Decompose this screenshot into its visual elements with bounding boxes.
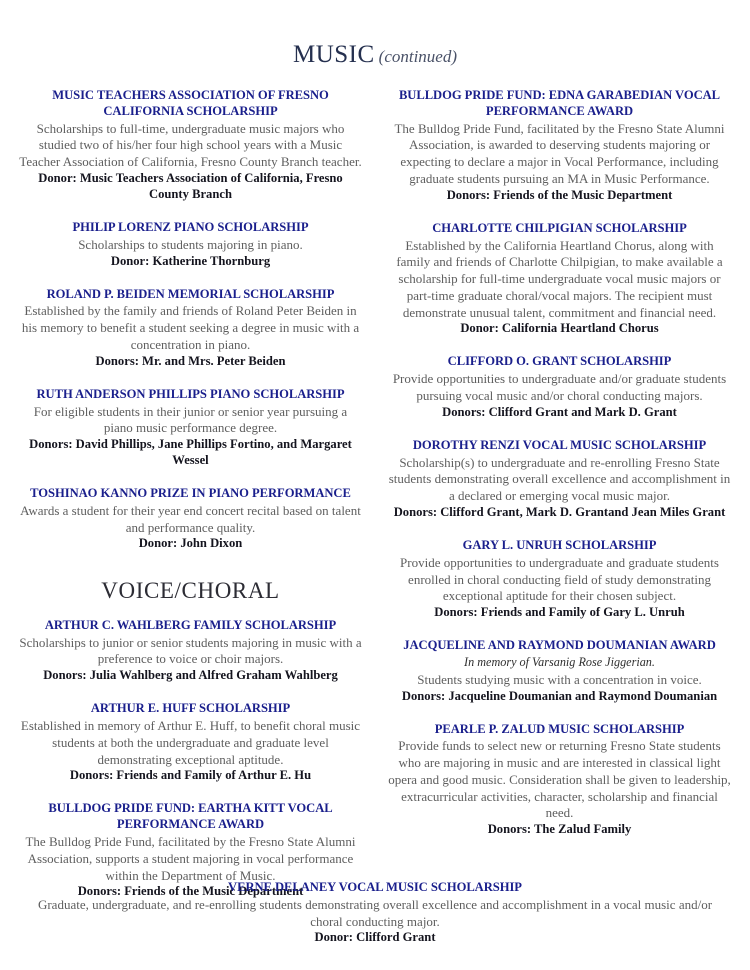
page-title-main: MUSIC [292, 41, 375, 68]
two-column-body [0, 88, 750, 900]
scholarship-entry [387, 438, 732, 521]
scholarship-donor: Donor: John Dixon [138, 536, 243, 551]
scholarship-entry [18, 486, 363, 552]
page-title [0, 0, 750, 67]
scholarship-title: BULLDOG PRIDE FUND: EARTHA KITT VOCAL PERFORMANCE AWARD [48, 801, 333, 832]
section-heading-voice-choral: VOICE/CHORAL [101, 578, 280, 604]
scholarship-title: RUTH ANDERSON PHILLIPS PIANO SCHOLARSHIP [36, 386, 345, 401]
scholarship-title: CHARLOTTE CHILPIGIAN SCHOLARSHIP [432, 220, 687, 235]
scholarship-donor: Donors: The Zalud Family [487, 822, 632, 837]
scholarship-donor: Donors: Friends of the Music Department [446, 187, 673, 202]
scholarship-entry [387, 638, 732, 704]
scholarship-donor: Donors: Clifford Grant and Mark D. Grant [442, 404, 677, 419]
scholarship-donor: Donor: California Heartland Chorus [460, 321, 659, 336]
scholarship-description: Provide opportunities to undergraduate and graduate students enrolled in choral conducting field of study demonstrating exceptional aptitude for their chosen subject. [400, 554, 719, 604]
scholarship-entry [387, 88, 732, 204]
scholarship-title: VERNE DELANEY VOCAL MUSIC SCHOLARSHIP [228, 880, 522, 894]
scholarship-title: GARY L. UNRUH SCHOLARSHIP [462, 537, 657, 552]
scholarship-donor: Donors: Jacqueline Doumanian and Raymond Doumanian [401, 688, 718, 703]
scholarship-description: The Bulldog Pride Fund, facilitated by the Fresno State Alumni Association, supports a student majoring in vocal performance within the Department of Music. [25, 834, 356, 883]
scholarship-entry [387, 722, 732, 839]
scholarship-title: ARTHUR C. WAHLBERG FAMILY SCHOLARSHIP [44, 617, 337, 632]
scholarship-description: Awards a student for their year end concert recital based on talent and performance quality. [20, 502, 361, 535]
scholarship-title: CLIFFORD O. GRANT SCHOLARSHIP [447, 354, 672, 369]
scholarship-description: Scholarship(s) to undergraduate and re-enrolling Fresno State students demonstrating overall excellence and accomplishment in a declared or emerging vocal music major. [388, 454, 731, 504]
left-column [18, 88, 375, 900]
scholarship-description: For eligible students in their junior or senior year pursuing a piano music performance degree. [33, 403, 348, 436]
scholarship-title: BULLDOG PRIDE FUND: EDNA GARABEDIAN VOCAL PERFORMANCE AWARD [398, 88, 721, 118]
scholarship-entry [387, 221, 732, 338]
scholarship-donor: Donor: Katherine Thornburg [110, 253, 271, 268]
scholarship-description: Established by the family and friends of Roland Peter Beiden in his memory to benefit a student seeking a degree in music with a concentration in piano. [21, 303, 360, 352]
scholarship-description: Provide funds to select new or returning Fresno State students who are majoring in music and are interested in classical light opera and good music. Consideration shall be given to leadership, extracurricular activities, character, scholarship and financial need. [388, 738, 731, 821]
scholarship-donor: Donors: Friends and Family of Gary L. Unruh [434, 605, 685, 620]
scholarship-description: Established by the California Heartland Chorus, along with family and friends of Charlotte Chilpigian, to make available a scholarship for full-time undergraduate vocal music majors or part-time graduate choral/vocal majors. The recipient must demonstrate unusual talent, commitment and financial need. [396, 237, 723, 320]
scholarship-entry [18, 287, 363, 370]
scholarship-entry [387, 354, 732, 420]
scholarship-entry [18, 701, 363, 784]
scholarship-description: The Bulldog Pride Fund, facilitated by the Fresno State Alumni Association, is awarded to deserving students majoring or expecting to declare a major in Vocal Performance, including graduate students pursuing an MA in Music Performance. [394, 120, 725, 187]
scholarship-entry [387, 538, 732, 621]
scholarship-title: DOROTHY RENZI VOCAL MUSIC SCHOLARSHIP [412, 437, 707, 452]
scholarship-description: Students studying music with a concentration in voice. [417, 671, 702, 687]
scholarship-title: MUSIC TEACHERS ASSOCIATION OF FRESNO CALIFORNIA SCHOLARSHIP [52, 88, 329, 118]
page-title-continued: (continued) [378, 47, 458, 66]
scholarship-entry [18, 220, 363, 270]
scholarship-description: Established in memory of Arthur E. Huff, to benefit choral music students at both the undergraduate and graduate level demonstrating exceptional aptitude. [20, 718, 361, 767]
scholarship-title: ARTHUR E. HUFF SCHOLARSHIP [90, 701, 291, 716]
scholarship-title: PHILIP LORENZ PIANO SCHOLARSHIP [72, 219, 309, 234]
scholarship-title: PEARLE P. ZALUD MUSIC SCHOLARSHIP [434, 721, 685, 736]
scholarship-entry [18, 387, 363, 469]
scholarship-donor: Donors: Mr. and Mrs. Peter Beiden [95, 353, 286, 368]
scholarship-entry [18, 618, 363, 684]
scholarship-memorial-note: In memory of Varsanig Rose Jiggerian. [464, 654, 655, 669]
scholarship-title: ROLAND P. BEIDEN MEMORIAL SCHOLARSHIP [46, 286, 335, 301]
scholarship-donor: Donor: Music Teachers Association of California, Fresno County Branch [38, 171, 343, 201]
scholarship-donor: Donors: Friends of the Music Department [77, 884, 304, 899]
right-column [375, 88, 732, 838]
scholarship-donor: Donors: David Phillips, Jane Phillips Fortino, and Margaret Wessel [29, 437, 352, 468]
scholarship-description: Graduate, undergraduate, and re-enrolling students demonstrating overall excellence and accomplishment in a vocal music and/or choral conducting major. [37, 896, 713, 929]
scholarship-donor: Donors: Julia Wahlberg and Alfred Graham Wahlberg [43, 668, 338, 683]
scholarship-donor: Donor: Clifford Grant [314, 930, 436, 945]
scholarship-description: Provide opportunities to undergraduate and/or graduate students pursuing vocal music and/or choral conducting majors. [392, 371, 727, 404]
scholarship-title: JACQUELINE AND RAYMOND DOUMANIAN AWARD [403, 638, 716, 653]
scholarship-description: Scholarships to full-time, undergraduate music majors who studied two of his/her four high school years with a Music Teacher Association of California, Fresno County Branch teacher. [19, 120, 362, 170]
scholarship-donor: Donors: Friends and Family of Arthur E. Hu [69, 768, 312, 783]
scholarship-description: Scholarships to junior or senior students majoring in music with a preference to voice or choir majors. [19, 634, 362, 667]
scholarship-donor: Donors: Clifford Grant, Mark D. Grantand Jean Miles Grant [393, 504, 726, 519]
footer-scholarship-entry [0, 880, 750, 946]
scholarship-entry [18, 88, 363, 203]
scholarship-description: Scholarships to students majoring in piano. [78, 236, 303, 252]
scholarship-title: TOSHINAO KANNO PRIZE IN PIANO PERFORMANCE [30, 486, 351, 501]
